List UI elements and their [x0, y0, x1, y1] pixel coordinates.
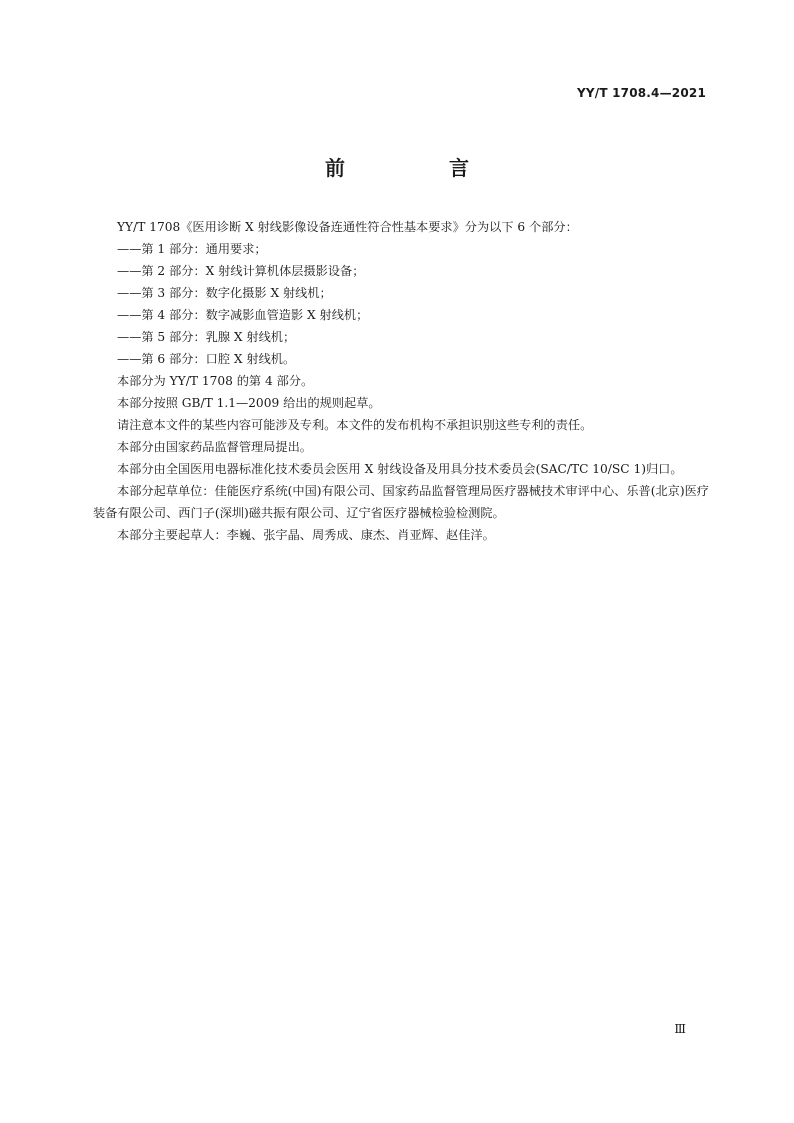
- page-title: 前 言: [325, 156, 511, 180]
- part-list-item-2: ——第 2 部分：X 射线计算机体层摄影设备；: [117, 264, 365, 278]
- standard-code: YY/T 1708.4—2021: [576, 86, 706, 100]
- paragraph-drafters: 本部分主要起草人：李巍、张宇晶、周秀成、康杰、肖亚辉、赵佳洋。: [117, 528, 495, 542]
- foreword-body: [93, 216, 709, 546]
- part-list-item-6: ——第 6 部分：口腔 X 射线机。: [117, 352, 296, 366]
- paragraph-patent-notice: 请注意本文件的某些内容可能涉及专利。本文件的发布机构不承担识别这些专利的责任。: [117, 418, 593, 432]
- paragraph-drafting-units: 本部分起草单位：佳能医疗系统(中国)有限公司、国家药品监督管理局医疗器械技术审评中心、乐普(北京)医疗装备有限公司、西门子(深圳)磁共振有限公司、辽宁省医疗器械检验检测院。: [93, 484, 709, 520]
- part-list-item-5: ——第 5 部分：乳腺 X 射线机；: [117, 330, 296, 344]
- page-number: Ⅲ: [674, 1022, 686, 1036]
- part-list-item-1: ——第 1 部分：通用要求；: [117, 242, 267, 256]
- part-list-item-3: ——第 3 部分：数字化摄影 X 射线机；: [117, 286, 332, 300]
- paragraph-drafting-rules: 本部分按照 GB/T 1.1—2009 给出的规则起草。: [117, 396, 381, 410]
- paragraph-part-statement: 本部分为 YY/T 1708 的第 4 部分。: [117, 374, 314, 388]
- paragraph-proposer: 本部分由国家药品监督管理局提出。: [117, 440, 312, 454]
- paragraph-technical-committee: 本部分由全国医用电器标准化技术委员会医用 X 射线设备及用具分技术委员会(SAC/TC 10/SC 1)归口。: [117, 462, 683, 476]
- part-list-item-4: ——第 4 部分：数字减影血管造影 X 射线机；: [117, 308, 369, 322]
- paragraph-intro: YY/T 1708《医用诊断 X 射线影像设备连通性符合性基本要求》分为以下 6 个部分：: [117, 220, 578, 234]
